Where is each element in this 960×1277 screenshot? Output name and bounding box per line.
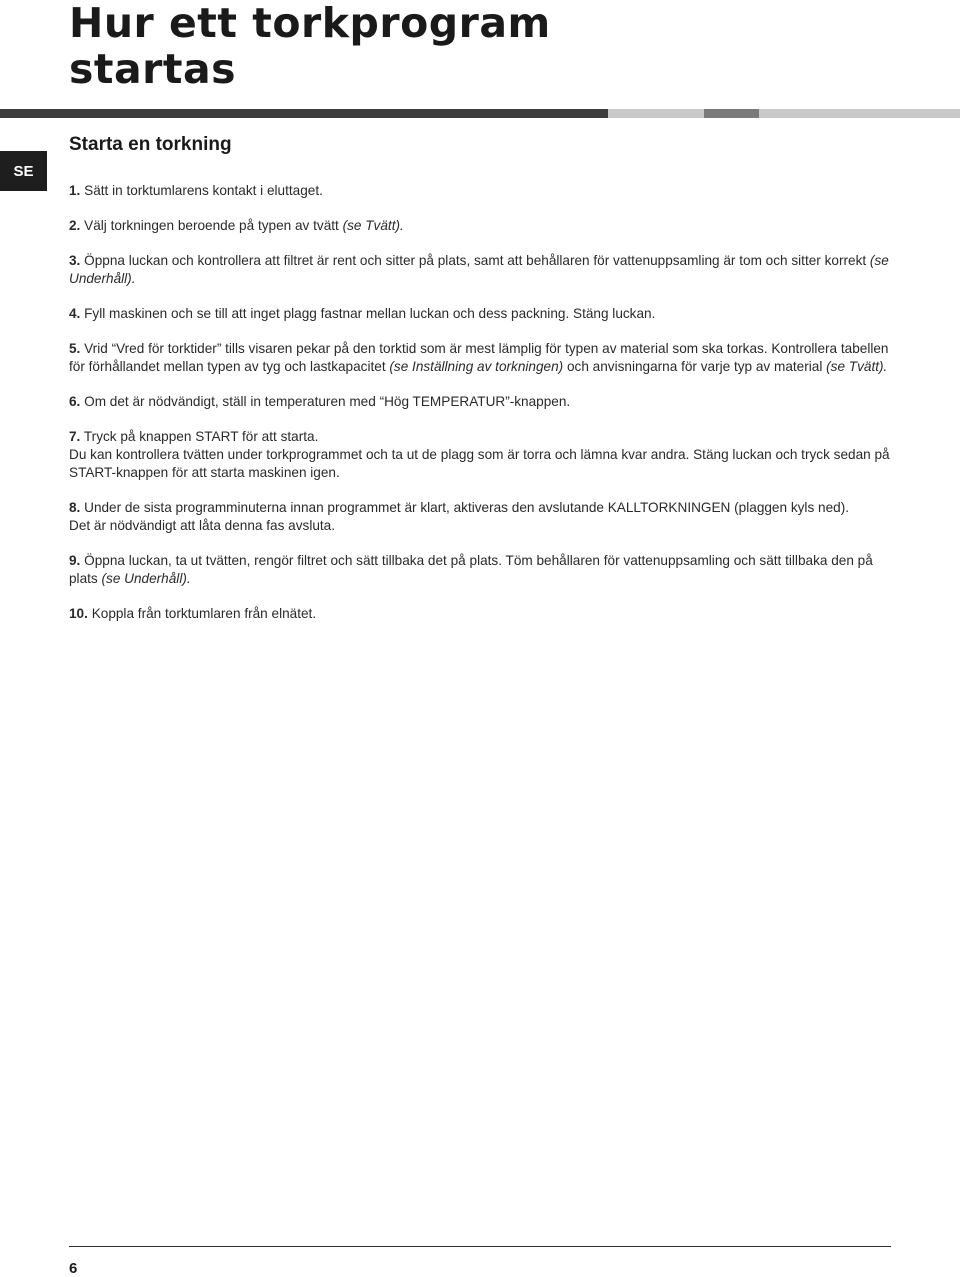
step-2 bbox=[69, 217, 895, 235]
step-text: Under de sista programminuterna innan programmet är klart, aktiveras den avslutande KALLTORKNINGEN (plaggen kyls ned). bbox=[84, 500, 850, 515]
section-heading: Starta en torkning bbox=[69, 134, 232, 155]
step-text: Fyll maskinen och se till att inget plagg fastnar mellan luckan och dess packning. Stäng luckan. bbox=[84, 306, 656, 321]
step-8 bbox=[69, 499, 895, 535]
step-text: Öppna luckan och kontrollera att filtret är rent och sitter på plats, samt att behållaren för vattenuppsamling är tom och sitter korrekt bbox=[84, 253, 870, 268]
step-1 bbox=[69, 182, 895, 200]
step-number: 1. bbox=[69, 183, 81, 198]
step-text: och anvisningarna för varje typ av material bbox=[563, 359, 827, 374]
step-3 bbox=[69, 252, 895, 288]
step-number: 8. bbox=[69, 500, 81, 515]
step-number: 3. bbox=[69, 253, 81, 268]
page-title-line1: Hur ett torkprogram bbox=[69, 0, 551, 47]
step-text: Välj torkningen beroende på typen av tvätt bbox=[84, 218, 343, 233]
step-reference: (se Inställning av torkningen) bbox=[389, 359, 564, 374]
title-rule-dark bbox=[0, 109, 608, 118]
step-6 bbox=[69, 393, 895, 411]
page-title bbox=[69, 0, 551, 92]
title-rule-mid bbox=[704, 109, 759, 118]
step-reference: (se Tvätt). bbox=[826, 359, 888, 374]
step-number: 7. bbox=[69, 429, 81, 444]
language-tab: SE bbox=[0, 151, 47, 191]
step-text: Tryck på knappen START för att starta. bbox=[83, 429, 319, 444]
step-text-continued: Du kan kontrollera tvätten under torkprogrammet och ta ut de plagg som är torra och lämna kvar andra. Stäng luckan och tryck sedan på START-knappen för att starta maskinen igen. bbox=[69, 447, 890, 480]
step-reference: (se Underhåll). bbox=[101, 571, 191, 586]
step-text: Sätt in torktumlarens kontakt i eluttaget. bbox=[84, 183, 323, 198]
step-text-continued: Det är nödvändigt att låta denna fas avsluta. bbox=[69, 518, 336, 533]
title-rule-light-end bbox=[759, 109, 960, 118]
step-reference: (se Tvätt). bbox=[342, 218, 404, 233]
step-text: Om det är nödvändigt, ställ in temperaturen med “Hög TEMPERATUR”-knappen. bbox=[84, 394, 571, 409]
steps-list bbox=[69, 182, 895, 640]
step-text: Koppla från torktumlaren från elnätet. bbox=[91, 606, 317, 621]
step-number: 10. bbox=[69, 606, 88, 621]
page-title-line2: startas bbox=[69, 45, 237, 93]
step-text: Vrid “Vred för torktider” tills visaren pekar på den torktid som är mest lämplig för typen av material som ska torkas. Kontrollera tabellen för förhållandet mellan typen av tyg och lastkapacitet bbox=[69, 341, 889, 374]
footer-rule bbox=[69, 1246, 891, 1247]
step-number: 5. bbox=[69, 341, 81, 356]
step-number: 6. bbox=[69, 394, 81, 409]
step-reference: (se Underhåll). bbox=[69, 253, 889, 286]
step-7 bbox=[69, 428, 895, 482]
step-4 bbox=[69, 305, 895, 323]
step-number: 4. bbox=[69, 306, 81, 321]
step-9 bbox=[69, 552, 895, 588]
step-text: Öppna luckan, ta ut tvätten, rengör filtret och sätt tillbaka det på plats. Töm behållaren för vattenuppsamling och sätt tillbaka den på plats bbox=[69, 553, 873, 586]
step-number: 9. bbox=[69, 553, 81, 568]
page-number: 6 bbox=[69, 1260, 78, 1277]
title-rule-light bbox=[608, 109, 704, 118]
step-number: 2. bbox=[69, 218, 81, 233]
step-5 bbox=[69, 340, 895, 376]
step-10 bbox=[69, 605, 895, 623]
